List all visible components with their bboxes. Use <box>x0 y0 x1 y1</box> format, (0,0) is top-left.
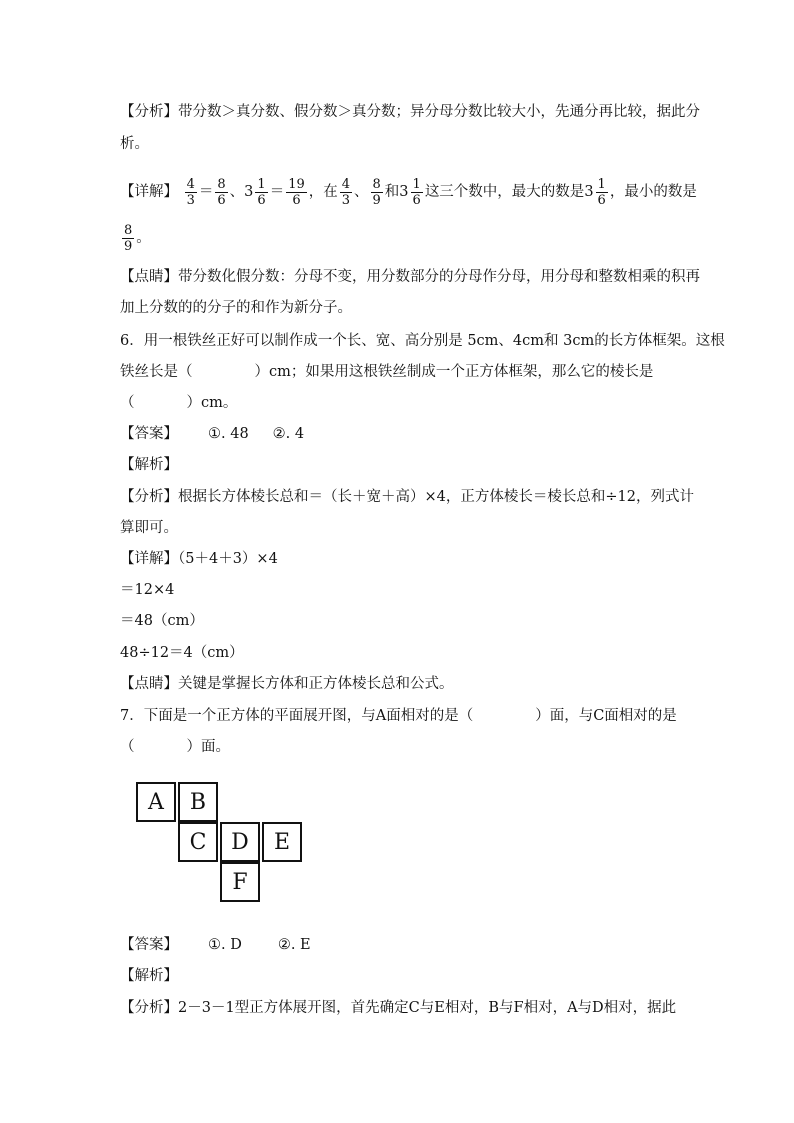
fraction: $\frac{19}{6}$ <box>288 176 305 208</box>
remark-tag: 【点睛】 <box>120 269 178 285</box>
q7-question-line1: 7．下面是一个正方体的平面展开图，与A面相对的是（ ）面，与C面相对的是 <box>120 708 677 724</box>
q6-calc-line3: ＝48（cm） <box>120 613 204 629</box>
q5-detail-line2: $\frac{8}{9}$ 。 <box>124 222 151 254</box>
fraction: $\frac{1}{6}$ <box>257 176 266 208</box>
q6-detail-line1: 【详解】（5＋4＋3）×4 <box>120 551 278 567</box>
q6-solution-tag: 【解析】 <box>120 457 178 473</box>
analysis-tag: 【分析】 <box>120 489 178 505</box>
q5-remark-line1: 【点睛】带分数化假分数：分母不变，用分数部分的分母作分母，用分母和整数相乘的积再 <box>120 269 700 285</box>
net-face-b: B <box>178 782 218 822</box>
remark-tag: 【点睛】 <box>120 676 178 692</box>
fraction: $\frac{1}{6}$ <box>597 176 606 208</box>
answer-tag: 【答案】 <box>120 937 178 953</box>
fraction: $\frac{8}{9}$ <box>124 222 133 254</box>
fraction: $\frac{4}{3}$ <box>186 176 195 208</box>
q6-calc-line4: 48÷12＝4（cm） <box>120 645 244 661</box>
analysis-tag: 【分析】 <box>120 104 178 120</box>
q6-question-line3: （ ）cm。 <box>120 395 238 411</box>
q6-analysis-line2: 算即可。 <box>120 520 178 536</box>
fraction: $\frac{4}{3}$ <box>341 176 351 208</box>
q5-analysis-line2: 析。 <box>120 136 149 152</box>
net-face-e: E <box>262 822 302 862</box>
q6-question-line2: 铁丝长是（ ）cm；如果用这根铁丝制成一个正方体框架，那么它的棱长是 <box>120 364 654 380</box>
fraction: $\frac{8}{6}$ <box>217 176 226 208</box>
detail-tag: 【详解】 <box>120 551 178 567</box>
analysis-tag: 【分析】 <box>120 1000 178 1016</box>
q6-calc-line2: ＝12×4 <box>120 582 175 598</box>
q6-remark: 【点睛】关键是掌握长方体和正方体棱长总和公式。 <box>120 676 454 692</box>
net-face-c: C <box>178 822 218 862</box>
q7-analysis-line1: 【分析】2－3－1型正方体展开图，首先确定C与E相对，B与F相对，A与D相对，据此 <box>120 1000 677 1016</box>
q7-answer: 【答案】 ①. D ②. E <box>120 937 311 953</box>
q5-remark-line2: 加上分数的的分子的和作为新分子。 <box>120 300 352 316</box>
fraction: $\frac{8}{9}$ <box>372 176 381 208</box>
q7-solution-tag: 【解析】 <box>120 968 178 984</box>
answer-tag: 【答案】 <box>120 426 178 442</box>
detail-tag: 【详解】 <box>120 184 178 200</box>
fraction: $\frac{1}{6}$ <box>412 176 421 208</box>
q6-answer: 【答案】 ①. 48 ②. 4 <box>120 426 305 442</box>
q6-question-line1: 6．用一根铁丝正好可以制作成一个长、宽、高分别是 5cm、4cm和 3cm的长方体框架。这根 <box>120 333 725 349</box>
net-face-a: A <box>136 782 176 822</box>
net-face-d: D <box>220 822 260 862</box>
net-face-f: F <box>220 862 260 902</box>
q5-analysis-line1: 【分析】带分数＞真分数、假分数＞真分数；异分母分数比较大小，先通分再比较，据此分 <box>120 104 700 120</box>
q6-analysis-line1: 【分析】根据长方体棱长总和＝（长＋宽＋高）×4，正方体棱长＝棱长总和÷12，列式计 <box>120 489 694 505</box>
q7-question-line2: （ ）面。 <box>120 739 230 755</box>
q5-detail-line: 【详解】 $\frac{4}{3}$ ＝ $\frac{8}{6}$ 、3 $\frac{1}{6}$ ＝ $\frac{19}{6}$ ，在 $\frac{4}{3}$ 、 $\frac{8}{9}$ 和3 $\frac{1}{6}$ 这三个数中，最大的数是3 $\frac{1}{6}$ ，最小的数是 <box>120 176 697 208</box>
